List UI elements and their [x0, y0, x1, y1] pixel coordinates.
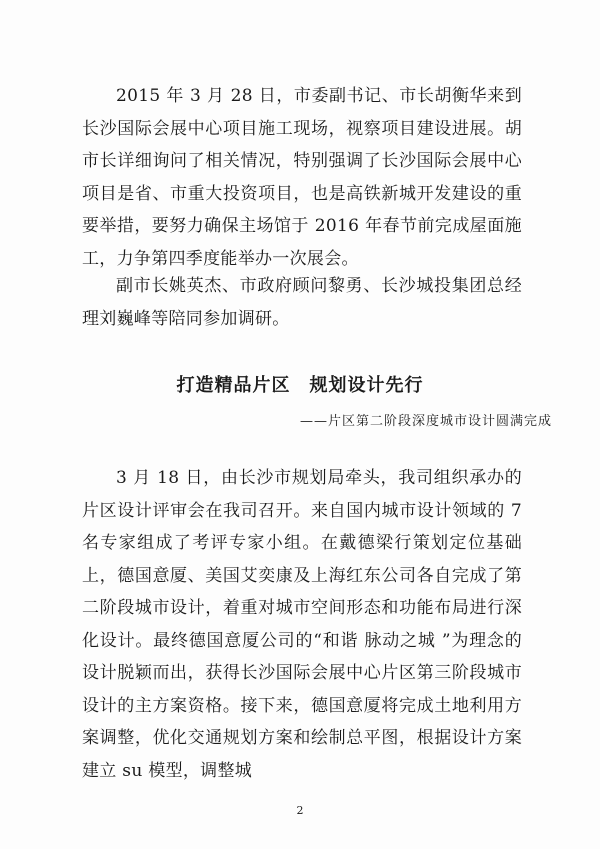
article-subtitle: ——片区第二阶段深度城市设计圆满完成 [300, 414, 553, 429]
article-title: 打造精品片区 规划设计先行 [176, 375, 424, 396]
body-paragraph: 2015 年 3 月 28 日，市委副书记、市长胡衡华来到长沙国际会展中心项目施工现场，视察项目建设进展。胡市长详细询问了相关情况，特别强调了长沙国际会展中心项目是省、市重大投资项目，也是高铁新城开发建设的重要举措，要努力确保主场馆于 2016 年春节前完成屋面施工，力争第四季度能举办一次展会。 [82, 86, 522, 269]
body-paragraph: 副市长姚英杰、市政府顾问黎勇、长沙城投集团总经理刘巍峰等陪同参加调研。 [82, 276, 522, 329]
body-paragraph: 3 月 18 日，由长沙市规划局牵头，我司组织承办的片区设计评审会在我司召开。来自国内城市设计领域的 7 名专家组成了考评专家小组。在戴德梁行策划定位基础上，德国意厦、美国艾奕康及上海红东公司各自完成了第二阶段城市设计，着重对城市空间形态和功能布局进行深化设计。最终德国意厦公司的“和谐 脉动之城 ”为理念的设计脱颖而出，获得长沙国际会展中心片区第三阶段城市设计的主方案资格。接下来，德国意厦将完成土地利用方案调整，优化交通规划方案和绘制总平图，根据设计方案建立 su 模型，调整城 [82, 468, 522, 781]
page-number: 2 [296, 804, 304, 817]
